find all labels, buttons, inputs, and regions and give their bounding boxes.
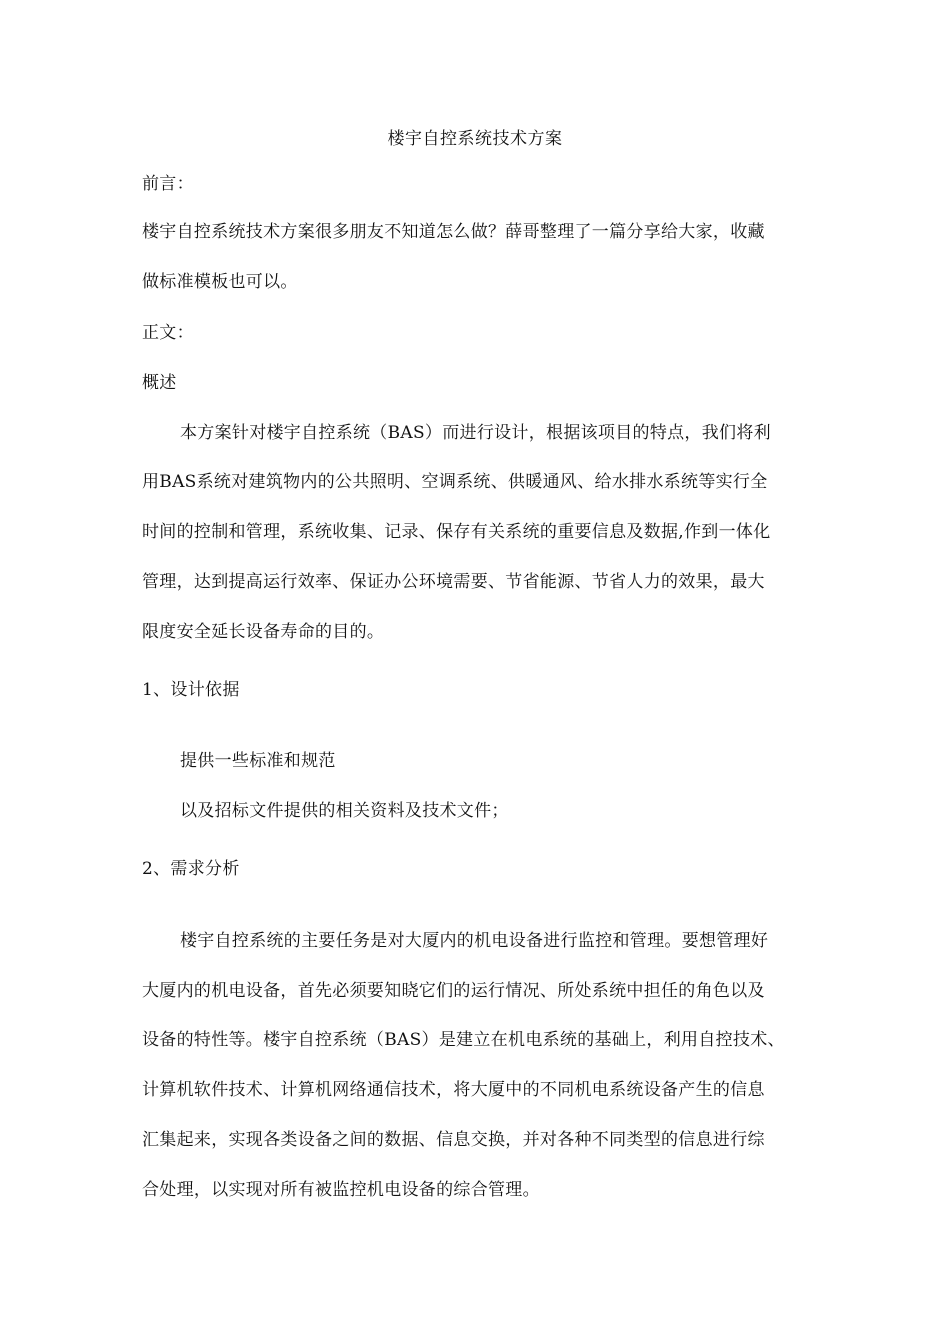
overview-line-5: 限度安全延长设备寿命的目的。: [142, 622, 385, 642]
section1-line-1: 提供一些标准和规范: [180, 751, 336, 771]
section2-line-2: 大厦内的机电设备，首先必须要知晓它们的运行情况、所处系统中担任的角色以及: [142, 981, 765, 1001]
section1-line-2: 以及招标文件提供的相关资料及技术文件；: [180, 801, 509, 821]
section2-line-3: 设备的特性等。楼宇自控系统（BAS）是建立在机电系统的基础上，利用自控技术、: [142, 1030, 785, 1050]
section1-heading: 1、设计依据: [142, 680, 240, 700]
overview-line-4: 管理，达到提高运行效率、保证办公环境需要、节省能源、节省人力的效果，最大: [142, 572, 765, 592]
section2-line-4: 计算机软件技术、计算机网络通信技术，将大厦中的不同机电系统设备产生的信息: [142, 1080, 765, 1100]
body-label: 正文：: [142, 323, 194, 343]
preface-line-1: 楼宇自控系统技术方案很多朋友不知道怎么做？薛哥整理了一篇分享给大家，收藏: [142, 222, 765, 242]
overview-line-2: 用BAS系统对建筑物内的公共照明、空调系统、供暖通风、给水排水系统等实行全: [142, 472, 768, 492]
section2-line-5: 汇集起来，实现各类设备之间的数据、信息交换，并对各种不同类型的信息进行综: [142, 1130, 765, 1150]
overview-line-3: 时间的控制和管理，系统收集、记录、保存有关系统的重要信息及数据,作到一体化: [142, 522, 771, 542]
preface-label: 前言：: [142, 174, 194, 194]
section2-line-1: 楼宇自控系统的主要任务是对大厦内的机电设备进行监控和管理。要想管理好: [180, 931, 769, 951]
section2-line-6: 合处理，以实现对所有被监控机电设备的综合管理。: [142, 1180, 540, 1200]
preface-line-2: 做标准模板也可以。: [142, 272, 298, 292]
overview-line-1: 本方案针对楼宇自控系统（BAS）而进行设计，根据该项目的特点，我们将利: [180, 423, 771, 443]
section2-heading: 2、需求分析: [142, 859, 240, 879]
document-title: 楼宇自控系统技术方案: [387, 129, 563, 149]
overview-heading: 概述: [142, 373, 177, 393]
